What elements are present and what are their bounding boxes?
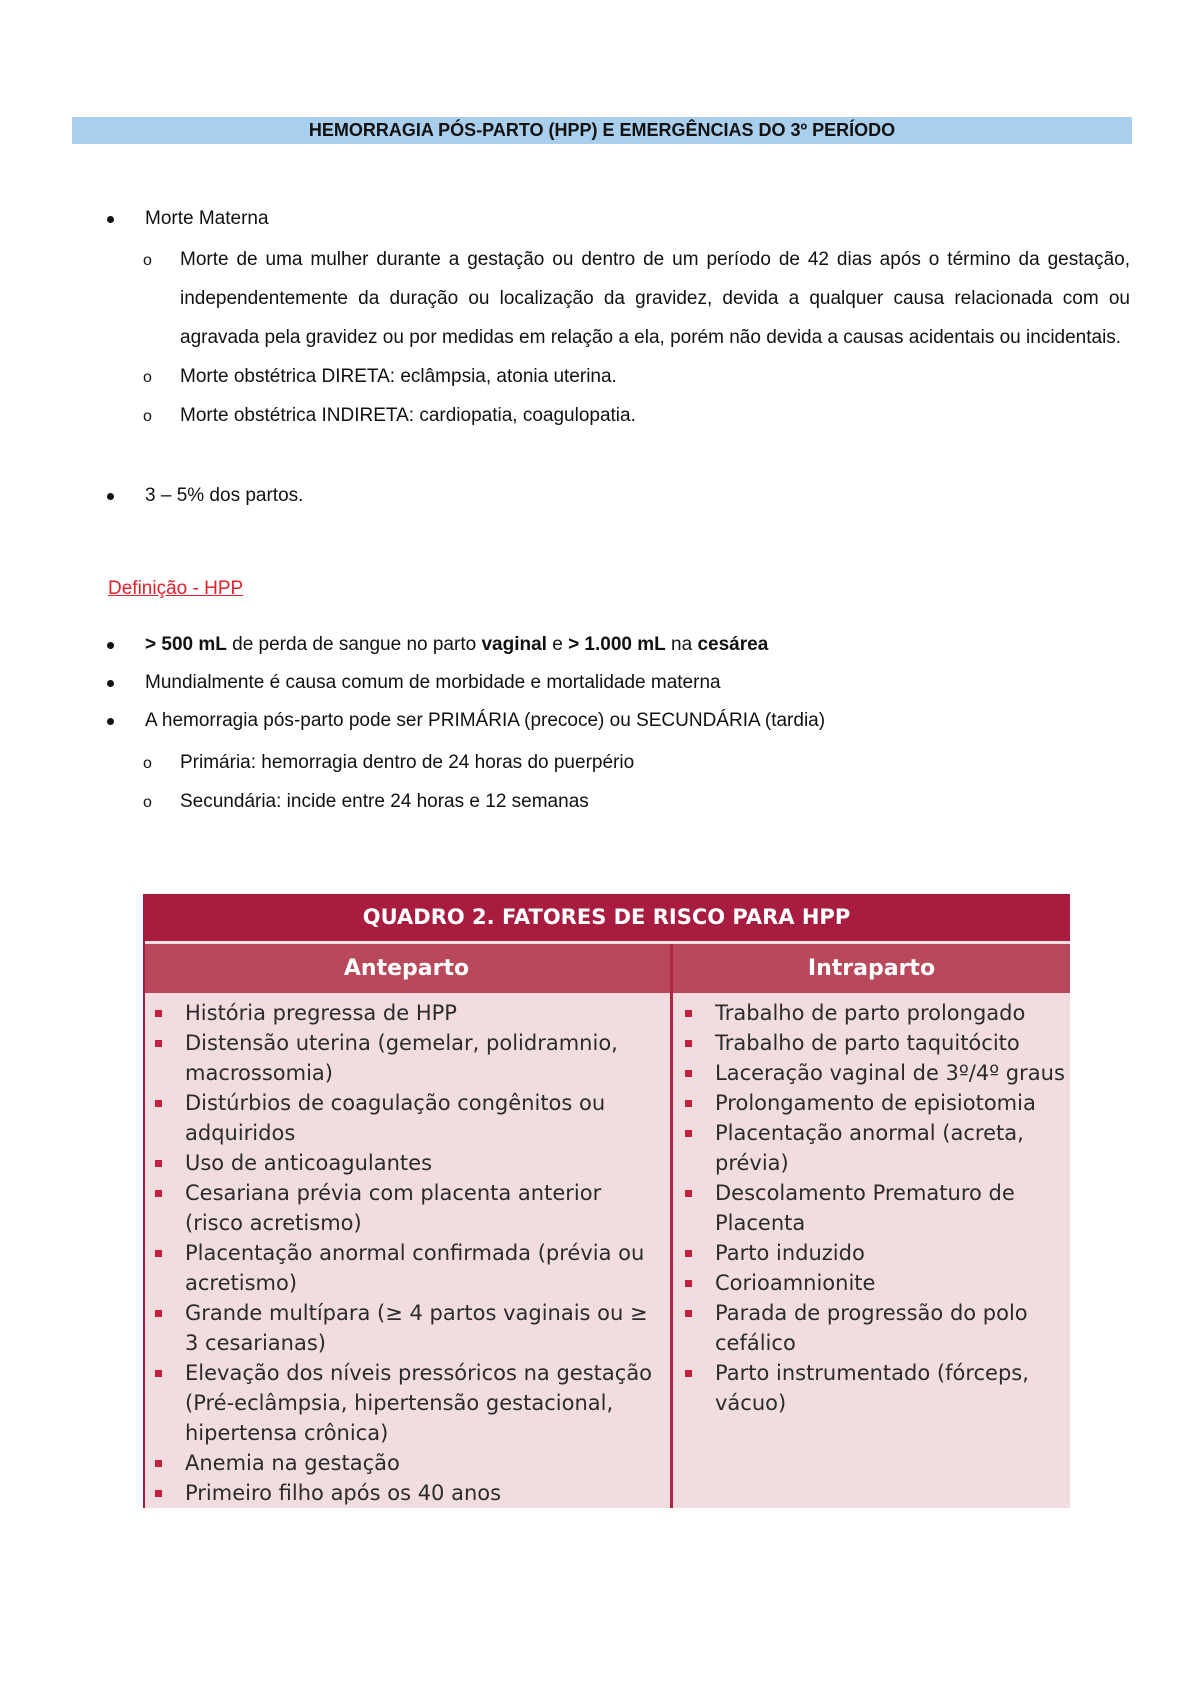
text-segment: e xyxy=(546,634,569,655)
list-item-text: Laceração vaginal de 3º/4º graus xyxy=(715,1061,1065,1085)
list-item xyxy=(143,1148,653,1178)
list-item xyxy=(0,669,1135,697)
square-bullet-icon xyxy=(155,1010,162,1017)
circle-bullet-icon: o xyxy=(143,369,152,386)
square-bullet-icon xyxy=(155,1160,162,1167)
list-item-text: Prolongamento de episiotomia xyxy=(715,1091,1036,1115)
list-item-text: Distensão uterina (gemelar, polidramnio, macrossomia) xyxy=(185,1031,618,1085)
threshold-vaginal: > 500 mL xyxy=(145,634,227,655)
list-item xyxy=(0,357,1130,396)
square-bullet-icon xyxy=(155,1190,162,1197)
square-bullet-icon xyxy=(685,1010,692,1017)
risk-factors-table xyxy=(143,894,1070,1508)
list-item xyxy=(0,482,1135,510)
column-header-intraparto: Intraparto xyxy=(673,944,1070,993)
text-segment: de perda de sangue no parto xyxy=(226,634,482,655)
square-bullet-icon xyxy=(685,1100,692,1107)
threshold-cesarean: > 1.000 mL xyxy=(568,634,666,655)
list-item-text: Parto instrumentado (fórceps, vácuo) xyxy=(715,1361,1029,1415)
list-item xyxy=(673,1058,1068,1088)
list-item-text: Anemia na gestação xyxy=(185,1451,400,1475)
circle-bullet-icon: o xyxy=(143,408,152,425)
list-item-text: A hemorragia pós-parto pode ser PRIMÁRIA (precoce) ou SECUNDÁRIA (tardia) xyxy=(145,710,826,731)
list-item-text: Placentação anormal confirmada (prévia ou acretismo) xyxy=(185,1241,645,1295)
square-bullet-icon xyxy=(155,1250,162,1257)
list-item xyxy=(673,998,1068,1028)
list-item xyxy=(0,631,1135,659)
square-bullet-icon xyxy=(685,1370,692,1377)
list-item xyxy=(0,396,1130,435)
square-bullet-icon xyxy=(155,1040,162,1047)
bullet-icon xyxy=(107,642,114,649)
births-percent-list xyxy=(0,482,1135,520)
square-bullet-icon xyxy=(155,1490,162,1497)
list-item xyxy=(673,1088,1068,1118)
list-item-text: Elevação dos níveis pressóricos na gestação (Pré-eclâmpsia, hipertensão gestacional, hipertensa crônica) xyxy=(185,1361,653,1445)
list-item-text: Primeiro filho após os 40 anos xyxy=(185,1481,502,1505)
definition-list xyxy=(0,631,1135,745)
list-item xyxy=(143,1358,653,1448)
list-item xyxy=(673,1358,1068,1418)
intraparto-list xyxy=(673,998,1068,1418)
list-item xyxy=(143,1178,653,1238)
list-item-text: Corioamnionite xyxy=(715,1271,876,1295)
list-item-text: Grande multípara (≥ 4 partos vaginais ou ≥ 3 cesarianas) xyxy=(185,1301,648,1355)
square-bullet-icon xyxy=(155,1310,162,1317)
column-header-anteparto: Anteparto xyxy=(143,944,670,993)
list-item-text: Trabalho de parto prolongado xyxy=(715,1001,1026,1025)
list-item-text: Secundária: incide entre 24 horas e 12 semanas xyxy=(180,791,589,812)
page-title: HEMORRAGIA PÓS-PARTO (HPP) E EMERGÊNCIAS DO 3º PERÍODO xyxy=(72,117,1132,144)
circle-bullet-icon: o xyxy=(143,252,152,269)
square-bullet-icon xyxy=(685,1040,692,1047)
square-bullet-icon xyxy=(685,1070,692,1077)
square-bullet-icon xyxy=(685,1130,692,1137)
list-item xyxy=(0,707,1135,735)
text-segment: na xyxy=(665,634,698,655)
list-item xyxy=(143,1238,653,1298)
list-item-text: Trabalho de parto taquitócito xyxy=(715,1031,1020,1055)
list-item-text: Placentação anormal (acreta, prévia) xyxy=(715,1121,1024,1175)
list-item xyxy=(673,1028,1068,1058)
maternal-death-sublist xyxy=(0,240,1130,435)
list-item-text: 3 – 5% dos partos. xyxy=(145,485,304,506)
list-item-text: Cesariana prévia com placenta anterior (risco acretismo) xyxy=(185,1181,602,1235)
list-item-text: Morte de uma mulher durante a gestação ou dentro de um período de 42 dias após o término da gestação, independentemente da duração ou localização da gravidez, devida a qualquer causa relacionada com ou agravada pela gravidez ou por medidas em relação a ela, porém não devida a causas acidentais ou incidentais. xyxy=(180,249,1130,348)
list-item xyxy=(673,1118,1068,1178)
square-bullet-icon xyxy=(685,1280,692,1287)
list-item-text: Parada de progressão do polo cefálico xyxy=(715,1301,1028,1355)
list-item-text: Primária: hemorragia dentro de 24 horas do puerpério xyxy=(180,752,635,773)
list-item-text: Mundialmente é causa comum de morbidade e mortalidade materna xyxy=(145,672,721,693)
list-item-text: Morte obstétrica INDIRETA: cardiopatia, coagulopatia. xyxy=(180,405,636,426)
definition-heading: Definição - HPP xyxy=(108,578,244,599)
list-item-text: Descolamento Prematuro de Placenta xyxy=(715,1181,1015,1235)
list-item-text: Morte obstétrica DIRETA: eclâmpsia, atonia uterina. xyxy=(180,366,617,387)
bullet-icon xyxy=(107,680,114,687)
square-bullet-icon xyxy=(155,1100,162,1107)
list-item-text: Morte Materna xyxy=(145,208,269,229)
list-item xyxy=(673,1268,1068,1298)
square-bullet-icon xyxy=(685,1190,692,1197)
square-bullet-icon xyxy=(155,1460,162,1467)
list-item-text: Parto induzido xyxy=(715,1241,865,1265)
list-item xyxy=(143,1448,653,1478)
list-item xyxy=(0,743,1130,782)
circle-bullet-icon: o xyxy=(143,755,152,772)
list-item-text: História pregressa de HPP xyxy=(185,1001,457,1025)
list-item xyxy=(673,1238,1068,1268)
list-item xyxy=(0,205,1135,233)
square-bullet-icon xyxy=(155,1370,162,1377)
list-item-text: Uso de anticoagulantes xyxy=(185,1151,433,1175)
definition-sublist xyxy=(0,743,1130,821)
list-item xyxy=(143,1298,653,1358)
maternal-death-list xyxy=(0,205,1135,243)
list-item xyxy=(673,1178,1068,1238)
list-item xyxy=(0,782,1130,821)
table-title: QUADRO 2. FATORES DE RISCO PARA HPP xyxy=(143,894,1070,941)
list-item xyxy=(143,1478,653,1508)
bullet-icon xyxy=(107,718,114,725)
list-item xyxy=(143,1088,653,1148)
bullet-icon xyxy=(107,216,114,223)
anteparto-list xyxy=(143,998,653,1508)
list-item-text: Distúrbios de coagulação congênitos ou adquiridos xyxy=(185,1091,606,1145)
vaginal-label: vaginal xyxy=(481,634,547,655)
square-bullet-icon xyxy=(685,1310,692,1317)
square-bullet-icon xyxy=(685,1250,692,1257)
circle-bullet-icon: o xyxy=(143,794,152,811)
list-item xyxy=(0,240,1130,357)
bullet-icon xyxy=(107,493,114,500)
list-item xyxy=(143,1028,653,1088)
cesarean-label: cesárea xyxy=(697,634,769,655)
list-item xyxy=(143,998,653,1028)
list-item xyxy=(673,1298,1068,1358)
